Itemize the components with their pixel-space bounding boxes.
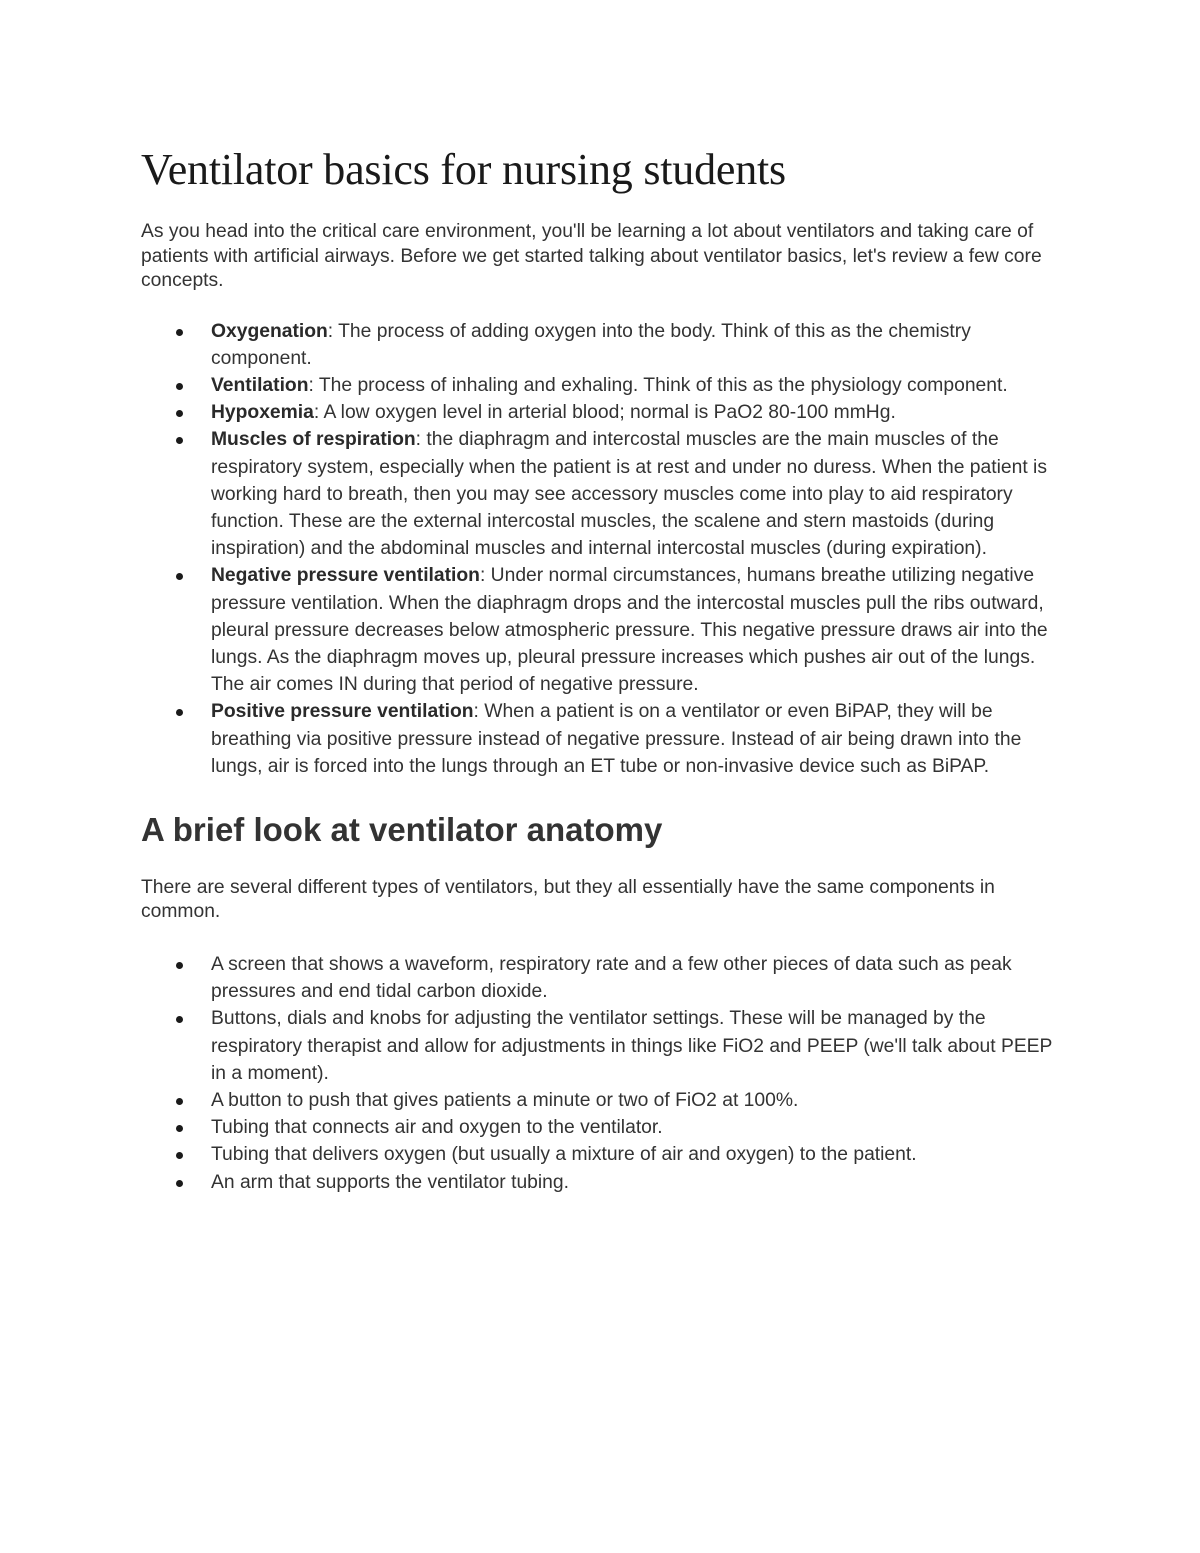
bullet-icon (176, 962, 183, 969)
bullet-icon (176, 1098, 183, 1105)
bullet-icon (176, 1125, 183, 1132)
concept-term: Ventilation (211, 374, 309, 396)
list-item (141, 562, 1061, 698)
bullet-icon (176, 383, 183, 390)
concept-text: : The process of inhaling and exhaling. Think of this as the physiology component. (308, 374, 1008, 396)
list-item (141, 1005, 1061, 1087)
list-item (141, 1114, 1061, 1141)
list-item (141, 372, 1061, 399)
list-item (141, 426, 1061, 562)
concept-term: Negative pressure ventilation (211, 565, 480, 587)
section-heading: A brief look at ventilator anatomy (141, 810, 663, 848)
list-item (141, 698, 1061, 780)
concept-text: : A low oxygen level in arterial blood; normal is PaO2 80-100 mmHg. (313, 402, 896, 424)
concept-term: Oxygenation (211, 320, 328, 342)
component-text: Buttons, dials and knobs for adjusting the ventilator settings. These will be managed by the respiratory therapist and allow for adjustments in things like FiO2 and PEEP (we'll talk about PEEP in a moment). (211, 1008, 1053, 1084)
bullet-icon (176, 1180, 183, 1187)
component-text: A screen that shows a waveform, respiratory rate and a few other pieces of data such as peak pressures and end tidal carbon dioxide. (211, 953, 1012, 1003)
concept-text: : Under normal circumstances, humans breathe utilizing negative pressure ventilation. When the diaphragm drops and the intercostal muscles pull the ribs outward, pleural pressure decreases below atmospheric pressure. This negative pressure draws air into the lungs. As the diaphragm moves up, pleural pressure increases which pushes air out of the lungs. The air comes IN during that period of negative pressure. (211, 565, 1048, 696)
list-item (141, 399, 1061, 426)
list-item (141, 1169, 1061, 1196)
concept-text: : the diaphragm and intercostal muscles are the main muscles of the respiratory system, especially when the patient is at rest and under no duress. When the patient is working hard to breath, then you may see accessory muscles come into play to aid respiratory function. These are the external intercostal muscles, the scalene and stern mastoids (during inspiration) and the abdominal muscles and internal intercostal muscles (during expiration). (211, 429, 1047, 560)
concept-term: Muscles of respiration (211, 429, 416, 451)
bullet-icon (176, 709, 183, 716)
bullet-icon (176, 437, 183, 444)
bullet-icon (176, 410, 183, 417)
list-item (141, 951, 1061, 1005)
document-title: Ventilator basics for nursing students (141, 145, 786, 194)
component-text: Tubing that connects air and oxygen to the ventilator. (211, 1117, 663, 1139)
component-text: A button to push that gives patients a minute or two of FiO2 at 100%. (211, 1089, 799, 1111)
list-item (141, 1141, 1061, 1168)
bullet-icon (176, 1016, 183, 1023)
list-item (141, 318, 1061, 372)
components-list (141, 951, 1060, 1196)
section-intro-paragraph: There are several different types of ventilators, but they all essentially have the same components in common. (141, 876, 995, 923)
concept-text: : When a patient is on a ventilator or even BiPAP, they will be breathing via positive pressure instead of negative pressure. Instead of air being drawn into the lungs, air is forced into the lungs through an ET tube or non-invasive device such as BiPAP. (211, 701, 1022, 777)
component-text: An arm that supports the ventilator tubing. (211, 1171, 569, 1193)
component-text: Tubing that delivers oxygen (but usually a mixture of air and oxygen) to the patient. (211, 1144, 917, 1166)
bullet-icon (176, 1152, 183, 1159)
concept-term: Positive pressure ventilation (211, 701, 474, 723)
list-item (141, 1087, 1061, 1114)
concepts-list (141, 318, 1060, 780)
intro-paragraph: As you head into the critical care environment, you'll be learning a lot about ventilators and taking care of patients with artificial airways. Before we get started talking about ventilator basics, let's review a few core concepts. (141, 221, 1042, 291)
bullet-icon (176, 573, 183, 580)
concept-term: Hypoxemia (211, 402, 314, 424)
bullet-icon (176, 329, 183, 336)
concept-text: : The process of adding oxygen into the body. Think of this as the chemistry component. (211, 320, 971, 369)
